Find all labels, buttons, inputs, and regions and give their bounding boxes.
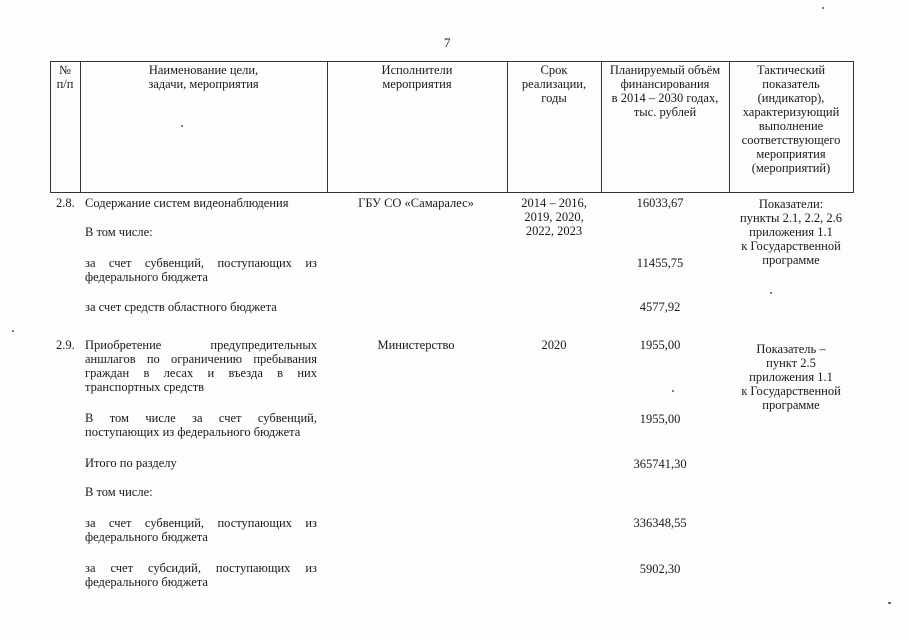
header-funding: Планируемый объём финансирования в 2014 – 2030 годах, тыс. рублей [609,63,721,119]
total-subsidies-line1: за счет субсидий, поступающих из [85,561,317,575]
row-2-8-amount-regional: 4577,92 [639,300,681,314]
header-number: № п/п [56,63,74,91]
scan-speck [181,125,183,127]
scan-speck [672,390,674,392]
header-bottom-border [50,192,854,193]
table-top-border [50,61,854,62]
header-term: Срок реализации, годы [521,63,587,105]
total-subtitle: В том числе: [85,485,153,499]
row-2-9-sub-line2: поступающих из федерального бюджета [85,425,301,439]
scan-speck [822,7,824,9]
total-subventions-line2: федерального бюджета [85,530,208,544]
row-2-8-executor: ГБУ СО «Самаралес» [358,196,474,210]
col-border-6 [853,61,854,192]
row-2-8-amount-federal: 11455,75 [636,256,684,270]
row-2-8-federal-line1: за счет субвенций, поступающих из [85,256,317,270]
total-amount-subventions: 336348,55 [633,516,687,530]
row-2-8-term: 2014 – 2016, 2019, 2020, 2022, 2023 [521,196,587,238]
row-2-8-indicator: Показатели: пункты 2.1, 2.2, 2.6 приложения 1.1 к Государственной программе [740,197,842,267]
row-2-9-sub-line1: В том числе за счет субвенций, [85,411,317,425]
row-2-9-executor: Министерство [377,338,455,352]
row-2-9-term: 2020 [541,338,567,352]
row-2-9-indicator: Показатель – пункт 2.5 приложения 1.1 к Государственной программе [741,342,841,412]
row-2-9-amount-total: 1955,00 [639,338,681,352]
total-subventions-line1: за счет субвенций, поступающих из [85,516,317,530]
total-amount-subsidies: 5902,30 [639,562,681,576]
total-amount: 365741,30 [633,457,687,471]
header-indicator: Тактический показатель (индикатор), характеризующий выполнение соответствующего мероприятия (мероприятий) [741,63,841,175]
row-2-9-number: 2.9. [56,338,75,352]
header-executor: Исполнители мероприятия [381,63,453,91]
row-2-8-number: 2.8. [56,196,75,210]
row-2-9-name-line1: Приобретение предупредительных [85,338,317,352]
row-2-8-amount-total: 16033,67 [636,196,684,210]
row-2-8-federal-line2: федерального бюджета [85,270,208,284]
page-number: 7 [444,35,451,50]
row-2-9-name-line2: аншлагов по ограничению пребывания [85,352,317,366]
total-label: Итого по разделу [85,456,177,470]
scan-speck [770,292,772,294]
row-2-9-name-line4: транспортных средств [85,380,205,394]
row-2-8-subtitle: В том числе: [85,225,153,239]
total-subsidies-line2: федерального бюджета [85,575,208,589]
row-2-8-name: Содержание систем видеонаблюдения [85,196,289,210]
row-2-9-name-line3: граждан в лесах и въезда в них [85,366,317,380]
scan-speck [12,330,14,332]
header-name: Наименование цели, задачи, мероприятия [148,63,259,91]
row-2-9-amount-federal: 1955,00 [639,412,681,426]
row-2-8-regional: за счет средств областного бюджета [85,300,277,314]
scan-speck [888,602,891,604]
